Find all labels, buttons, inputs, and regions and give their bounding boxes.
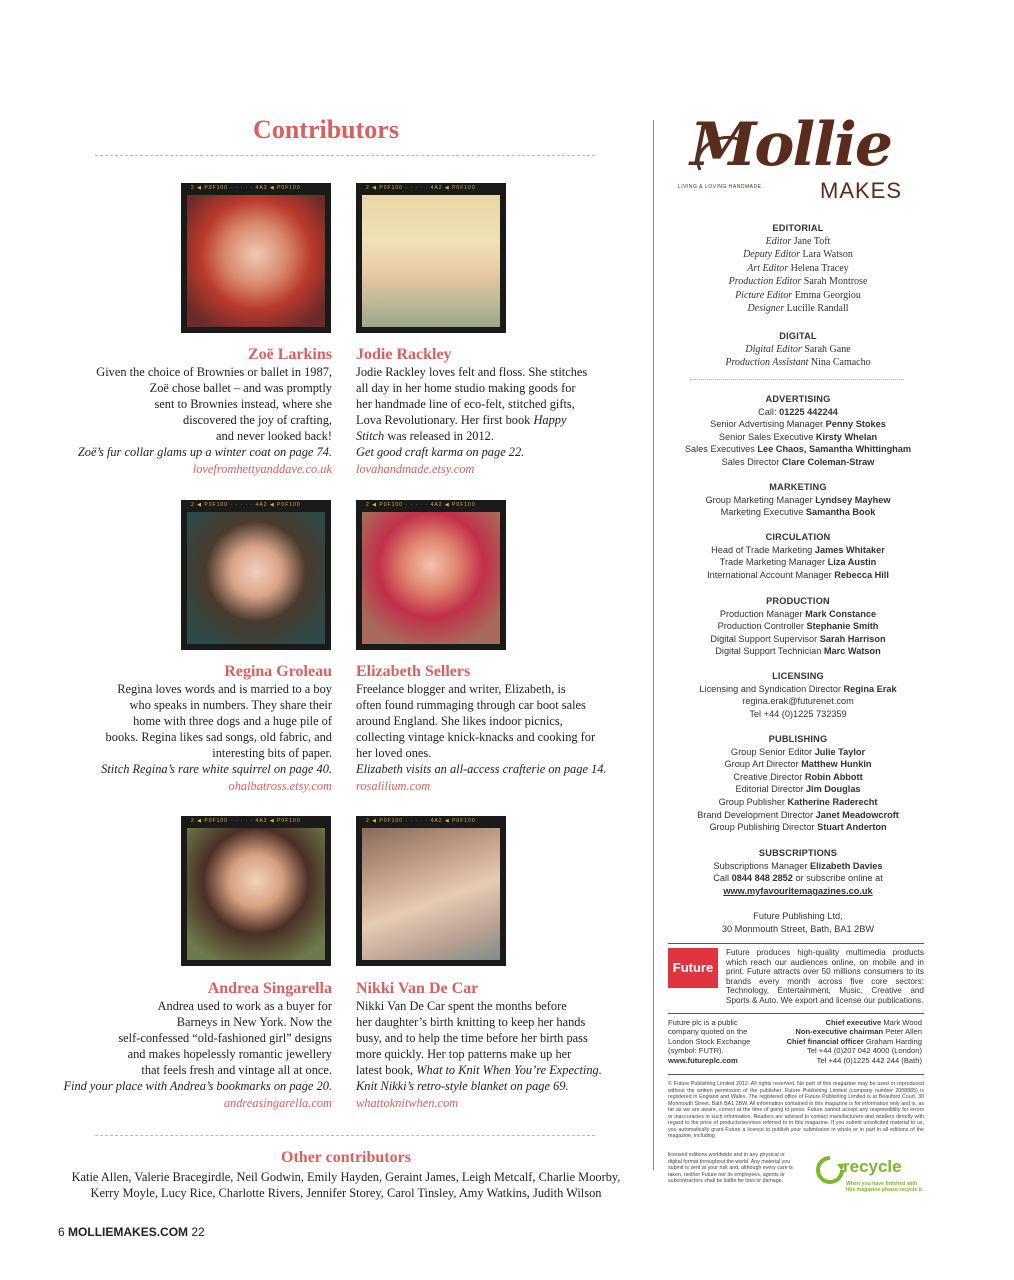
logo-tagline: LIVING & LOVING HANDMADE — [678, 184, 762, 190]
future-bottom-rule — [668, 1074, 924, 1075]
legal-notice: © Future Publishing Limited 2012. All rights reserved. No part of this magazine may be used or reproduced without the written permission of the publisher. Future Publishing Limited (company number 2008885) is registered in England and Wales. The registered office of Future Publishing Limited is at Beauford Court, 30 Monmouth Street, Bath BA1 2BW. All information contained in this magazine is for information only and is, as far as we are aware, correct at the time of going to press. Future cannot accept any responsibility for errors or inaccuracies in such information. Readers are advised to contact manufacturers and retailers directly with regard to the price of products/services referred to in this magazine. If you submit unsolicited material to us, you automatically grant Future a licence to publish your submission in whole or in part in all editions of the magazine, including — [668, 1081, 924, 1139]
masthead-divider — [690, 379, 904, 380]
recycle-caption: When you have finished with this magazine please recycle it. — [846, 1181, 924, 1193]
page-number-left: 6 — [58, 1225, 65, 1239]
licensing-section: LICENSING Licensing and Syndication Director Regina Erak regina.erak@futurenet.com Tel +44 (0)1225 732359 — [660, 670, 936, 720]
advertising-section: ADVERTISING Call: 01225 442244 Senior Advertising Manager Penny Stokes Senior Sales Executive Kirsty Whelan Sales Executives Lee Chaos, Samantha Whittingham Sales Director Clare Coleman-Straw — [684, 394, 912, 467]
future-plc-info: Future plc is a public company quoted on the London Stock Exchange (symbol: FUTR). www.futureplc.com — [668, 1018, 778, 1065]
future-description: Future produces high-quality multimedia products which reach our audiences online, on mobile and in print. Future attracts over 50 millions consumers to its brands every month across five core sectors: Technology, Entertainment, Music, Creative and Sports & Auto. We export and license our publications. — [726, 948, 924, 1005]
contributor-photo-jodie: 2 ◀ P0F100 · · · · · 4A2 ◀ P0F100 — [356, 183, 506, 333]
mollie-makes-logo — [660, 110, 936, 210]
page-number-right: 22 — [191, 1225, 205, 1239]
contributor-bio: Andrea used to work as a buyer for Barneys in New York. Now the self-confessed “old-fashioned girl” designs and makes hopelessly romantic jewellery that feels fresh and vintage all at once. Find your place with Andrea’s bookmarks on page 20. andreasingarella.com — [58, 998, 332, 1111]
website-link[interactable]: lovefromhettyanddave.co.uk — [192, 461, 332, 476]
contributor-photo-regina: 2 ◀ P0F100 · · · · · 4A2 ◀ P0F100 — [181, 500, 331, 650]
contributor-bio: Jodie Rackley loves felt and floss. She stitches all day in her home studio making goods for her handmade line of eco-felt, stitched gifts, Lova Revolutionary. Her first book Happy Stitch was released in 2012. Get good craft karma on page 22. lovahandmade.etsy.com — [356, 364, 646, 477]
subscriptions-link[interactable]: www.myfavouritemagazines.co.uk — [723, 885, 873, 896]
publishing-section: PUBLISHING Group Senior Editor Julie Taylor Group Art Director Matthew Hunkin Creative Director Robin Abbott Editorial Director Jim Douglas Group Publisher Katherine Raderecht Brand Development Director Janet Meadowcroft Group Publishing Director Stuart Anderton — [697, 734, 899, 833]
title-divider — [95, 155, 595, 156]
website-link[interactable]: ohalbatross.etsy.com — [228, 778, 332, 793]
contributor-photo-nikki: 2 ◀ P0F100 · · · · · 4A2 ◀ P0F100 — [356, 816, 506, 966]
recycle-badge — [815, 1155, 930, 1195]
page-footer — [58, 1225, 205, 1239]
production-section: PRODUCTION Production Manager Mark Constance Production Controller Stephanie Smith Digital Support Supervisor Sarah Harrison Digital Support Technician Marc Watson — [710, 596, 886, 657]
subscriptions-section: SUBSCRIPTIONS Subscriptions Manager Elizabeth Davies Call 0844 848 2852 or subscribe online at www.myfavouritemagazines.co.uk — [713, 848, 883, 896]
website-link[interactable]: rosalilium.com — [356, 778, 431, 793]
page-reference: Knit Nikki’s retro-style blanket on page 69. — [356, 1079, 569, 1094]
contributor-name: Nikki Van De Car — [356, 980, 479, 997]
future-executives: Chief executive Mark Wood Non-executive chairman Peter Allen Chief financial officer Graham Harding Tel +44 (0)207 042 4000 (London) Tel +44 (0)1225 442 244 (Bath) — [786, 1018, 922, 1065]
future-logo: Future — [668, 948, 718, 988]
page-reference: Find your place with Andrea’s bookmarks on page 20. — [63, 1079, 332, 1094]
site-name: MOLLIEMAKES.COM — [68, 1225, 189, 1239]
legal-notice-end: licensed editions worldwide and in any physical or digital format throughout the world. Any material you submit is sent at your risk and, although every care is taken, neither Future nor its employees, agents or subcontractors shall be liable for loss or damage. — [668, 1152, 793, 1184]
digital-section: DIGITAL Digital Editor Sarah Gane Production Assistant Nina Camacho — [725, 331, 871, 369]
publisher-address: Future Publishing Ltd, 30 Monmouth Street, Bath, BA1 2BW — [721, 911, 875, 934]
contributor-name: Regina Groleau — [224, 663, 332, 680]
logo-makes: MAKES — [820, 178, 903, 203]
future-mid-rule — [668, 1013, 924, 1014]
column-divider — [653, 120, 654, 1170]
contributor-name: Zoë Larkins — [247, 346, 332, 363]
contributor-name: Jodie Rackley — [356, 346, 452, 363]
contributor-bio: Nikki Van De Car spent the months before her daughter’s birth knitting to keep her hands busy, and to help the time before her birth pass more quickly. Her top patterns make up her latest book, What to Knit When You’re Expecting. Knit Nikki’s retro-style blanket on page 69. whattoknitwhen.com — [356, 998, 646, 1111]
website-link[interactable]: lovahandmade.etsy.com — [356, 461, 475, 476]
contributor-name: Elizabeth Sellers — [356, 663, 471, 680]
other-contributors-list: Katie Allen, Valerie Bracegirdle, Neil Godwin, Emily Hayden, Geraint James, Leigh Metcalf, Charlie Moorby, Kerry Moyle, Lucy Rice, Charlotte Rivers, Jennifer Storey, Carol Tinsley, Amy Watkins, Judith Wilson — [71, 1170, 621, 1200]
page-reference: Get good craft karma on page 22. — [356, 445, 525, 460]
future-top-rule — [668, 943, 924, 944]
contributor-bio: Given the choice of Brownies or ballet in 1987, Zoë chose ballet – and was promptly sent to Brownies instead, where she discovered the joy of crafting, and never looked back! Zoë’s fur collar glams up a winter coat on page 74. lovefromhettyanddave.co.uk — [58, 364, 332, 477]
contributor-photo-zoe: 2 ◀ P0F100 · · · · · 4A2 ◀ P0F100 — [181, 183, 331, 333]
website-link[interactable]: andreasingarella.com — [223, 1095, 332, 1110]
future-plc-link[interactable]: www.futureplc.com — [668, 1055, 738, 1065]
page-reference: Stitch Regina’s rare white squirrel on page 40. — [101, 762, 332, 777]
contributor-bio: Freelance blogger and writer, Elizabeth, is often found rummaging through car boot sales around England. She likes indoor picnics, collecting vintage knick-knacks and cooking for her loved ones. Elizabeth visits an all-access crafterie on page 14. rosalilium.com — [356, 681, 646, 794]
licensing-email[interactable]: regina.erak@futurenet.com — [742, 696, 854, 707]
contributor-photo-andrea: 2 ◀ P0F100 · · · · · 4A2 ◀ P0F100 — [181, 816, 331, 966]
page-title: Contributors — [253, 115, 399, 144]
website-link[interactable]: whattoknitwhen.com — [356, 1095, 459, 1110]
contributor-name: Andrea Singarella — [207, 980, 332, 997]
editorial-section: EDITORIAL Editor Jane Toft Deputy Editor Lara Watson Art Editor Helena Tracey Production Editor Sarah Montrose Picture Editor Emma Georgiou Designer Lucille Randall — [728, 223, 868, 315]
other-divider — [95, 1135, 595, 1136]
page-reference: Zoë’s fur collar glams up a winter coat on page 74. — [77, 445, 332, 460]
contributor-bio: Regina loves words and is married to a boy who speaks in numbers. They share their home with three dogs and a huge pile of books. Regina likes sad songs, old fabric, and interesting bits of paper. Stitch Regina’s rare white squirrel on page 40. ohalbatross.etsy.com — [58, 681, 332, 794]
marketing-section: MARKETING Group Marketing Manager Lyndsey Mayhew Marketing Executive Samantha Book — [705, 482, 891, 518]
recycle-label: recycle — [843, 1157, 902, 1176]
recycle-icon — [815, 1155, 845, 1185]
circulation-section: CIRCULATION Head of Trade Marketing James Whitaker Trade Marketing Manager Liza Austin International Account Manager Rebecca Hill — [707, 532, 889, 580]
logo-script: Mollie — [690, 110, 891, 180]
other-contributors-title: Other contributors — [281, 1149, 411, 1166]
contributor-photo-elizabeth: 2 ◀ P0F100 · · · · · 4A2 ◀ P0F100 — [356, 500, 506, 650]
page-reference: Elizabeth visits an all-access crafterie on page 14. — [356, 762, 607, 777]
